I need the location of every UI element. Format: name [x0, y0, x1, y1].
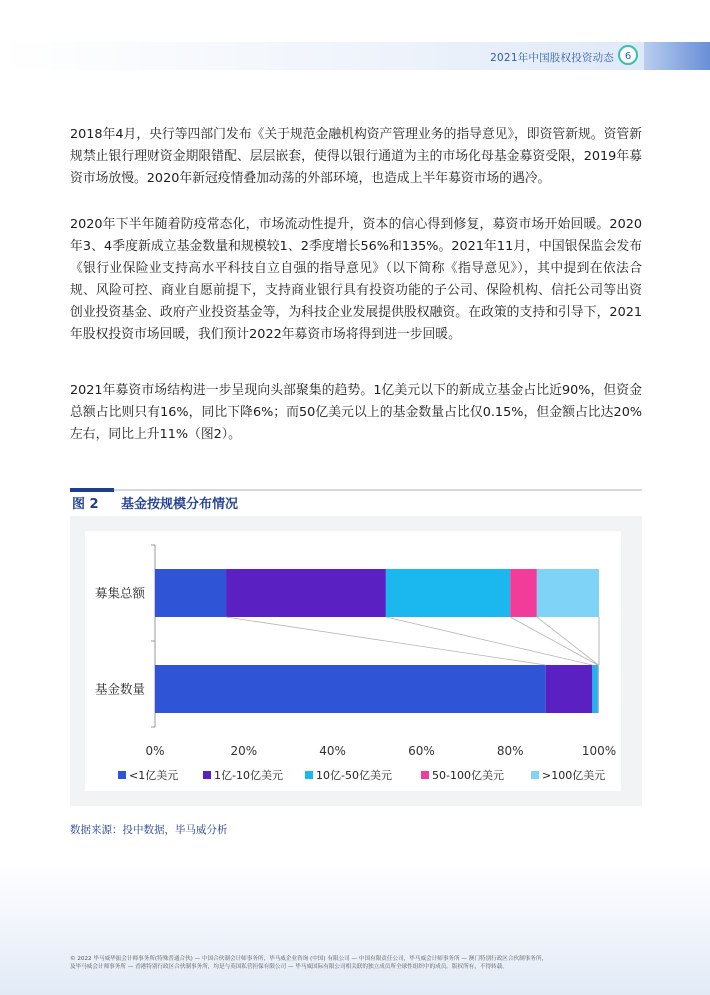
legend-label: <1亿美元 [129, 769, 179, 782]
paragraph-3: 2021年募资市场结构进一步呈现向头部聚集的趋势。1亿美元以下的新成立基金占比近90%，但资金总额占比则只有16%，同比下降6%；而50亿美元以上的基金数量占比仅0.15%，但金额占比达20%左右，同比上升11%（图2）。 [70, 383, 642, 442]
figure-label: 图 2 [72, 497, 99, 512]
series-connector-line [226, 617, 546, 665]
paragraph-2: 2020年下半年随着防疫常态化，市场流动性提升，资本的信心得到修复，募资市场开始回暖。2020年3、4季度新成立基金数量和规模较1、2季度增长56%和135%。2021年11月，中国银保监会发布《银行业保险业支持高水平科技自立自强的指导意见》（以下简称《指导意见》），其中提到在依法合规、风险可控、商业自愿前提下，支持商业银行具有投资功能的子公司、保险机构、信托公司等出资创业投资基金、政府产业投资基金等，为科技企业发展提供股权融资。在政策的支持和引导下，2021年股权投资市场回暖，我们预计2022年募资市场将得到进一步回暖。 [70, 217, 642, 342]
category-label: 基金数量 [94, 681, 145, 697]
stacked-bar-chart [85, 531, 621, 791]
bar-segment-count-2 [592, 665, 597, 713]
header-stripe [644, 42, 710, 70]
series-connector-line [510, 617, 597, 665]
footer-copyright [70, 955, 670, 971]
figure-title: 基金按规模分布情况 [121, 497, 239, 512]
x-tick-label: 40% [319, 744, 346, 758]
bar-segment-amount-0 [155, 569, 226, 617]
chart-panel [85, 531, 621, 791]
x-tick-label: 60% [408, 744, 435, 758]
figure-divider [70, 489, 642, 491]
legend-label: 10亿-50亿美元 [316, 769, 392, 782]
x-tick-label: 0% [145, 744, 165, 758]
legend-label: 50-100亿美元 [432, 769, 504, 782]
legend-swatch [118, 771, 126, 779]
bar-segment-amount-1 [226, 569, 386, 617]
bar-segment-count-3 [598, 665, 599, 713]
paragraph-1: 2018年4月，央行等四部门发布《关于规范金融机构资产管理业务的指导意见》，即资管新规。资管新规禁止银行理财资金期限错配、层层嵌套，使得以银行通道为主的市场化母基金募资受限，2019年募资市场放慢。2020年新冠疫情叠加动荡的外部环境，也造成上半年募资市场的遇冷。 [70, 127, 642, 186]
bar-segment-count-0 [155, 665, 546, 713]
category-label: 募集总额 [94, 585, 145, 601]
bar-segment-amount-2 [386, 569, 510, 617]
series-connector-line [537, 617, 598, 665]
footer-line-2: 及毕马威会计师事务所 — 香港特别行政区合伙制事务所，均是与英国私营担保有限公司 — 毕马威国际有限公司相关联的独立成员所全球性组织中的成员。版权所有，不得转载。 [70, 964, 508, 970]
footer-background [0, 860, 710, 995]
bar-segment-amount-4 [537, 569, 599, 617]
legend-label: >100亿美元 [542, 769, 606, 782]
x-tick-label: 100% [581, 744, 617, 758]
x-tick-label: 80% [496, 744, 524, 758]
legend-swatch [421, 771, 429, 779]
figure-divider-accent [70, 488, 114, 492]
legend-swatch [203, 771, 211, 779]
report-title: 2021年中国股权投资动态 [490, 52, 614, 64]
legend-swatch [305, 771, 313, 779]
bar-segment-amount-3 [510, 569, 537, 617]
x-tick-label: 20% [230, 744, 258, 758]
data-source: 数据来源：投中数据，毕马威分析 [70, 824, 228, 836]
bar-segment-count-1 [546, 665, 593, 713]
bar-segment-count-4 [598, 665, 599, 713]
series-connector-line [386, 617, 592, 665]
legend-swatch [531, 771, 539, 779]
footer-line-1: © 2022 毕马威华振会计师事务所(特殊普通合伙) — 中国合伙制会计师事务所，毕马威企业咨询 (中国) 有限公司 — 中国有限责任公司，毕马威会计师事务所 — 澳门特别行政区合伙制事务所， [70, 956, 548, 962]
page-number-badge: 6 [618, 45, 638, 65]
legend-label: 1亿-10亿美元 [214, 769, 283, 782]
